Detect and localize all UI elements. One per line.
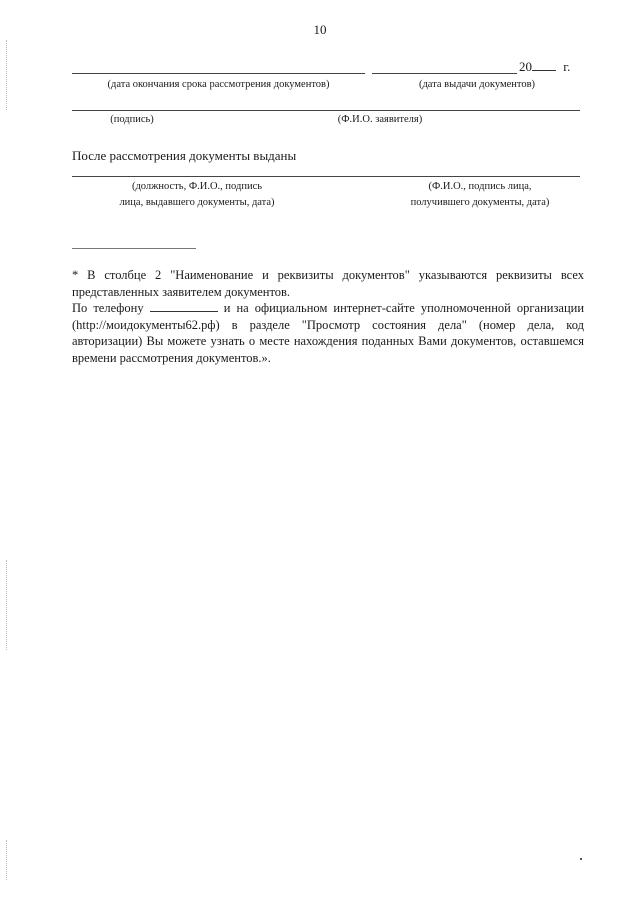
left-margin-scan-marks xyxy=(6,40,8,110)
applicant-signature-line xyxy=(72,110,580,111)
footnote-separator xyxy=(72,248,196,249)
receiver-caption-line1: (Ф.И.О., подпись лица, xyxy=(428,181,532,192)
applicant-name-caption: (Ф.И.О. заявителя) xyxy=(337,114,423,125)
year-prefix: 20 xyxy=(519,59,532,74)
phone-text: По телефону xyxy=(72,301,144,315)
year-field xyxy=(519,59,570,75)
issuer-caption-line1: (должность, Ф.И.О., подпись xyxy=(131,181,263,192)
issued-documents-heading: После рассмотрения документы выданы xyxy=(72,148,297,163)
issue-date-caption: (дата выдачи документов) xyxy=(418,79,536,90)
signature-caption: (подпись) xyxy=(110,114,154,125)
phone-followup-text: и на официальном интернет-сайте уполномоченной организации (http://моидокументы62.рф) в разделе "Просмотр состояния дела" (номер дела, код авторизации) Вы можете узнать о месте нахождения поданных Вами документов, оставшемся времени рассмотрения документов.». xyxy=(72,301,585,365)
review-end-date-caption: (дата окончания срока рассмотрения документов) xyxy=(107,79,330,90)
footnote-paragraph-1: * В столбце 2 "Наименование и реквизиты документов" указываются реквизиты всех представленных заявителем документов. xyxy=(72,268,584,299)
footnote xyxy=(72,267,584,366)
year-suffix: г. xyxy=(563,59,571,74)
receiver-caption-line2: получившего документы, дата) xyxy=(410,197,550,208)
review-end-date-line xyxy=(72,73,365,74)
issued-documents-line xyxy=(72,176,580,177)
phone-blank xyxy=(150,300,218,312)
left-margin-scan-marks xyxy=(6,560,8,650)
issuer-caption-line2: лица, выдавшего документы, дата) xyxy=(119,197,275,208)
issue-date-line xyxy=(372,73,517,74)
scan-speck xyxy=(580,858,582,860)
page-number: 10 xyxy=(313,22,327,37)
year-blank xyxy=(532,59,556,71)
footnote-paragraph-2 xyxy=(72,300,584,366)
left-margin-scan-marks xyxy=(6,840,8,880)
